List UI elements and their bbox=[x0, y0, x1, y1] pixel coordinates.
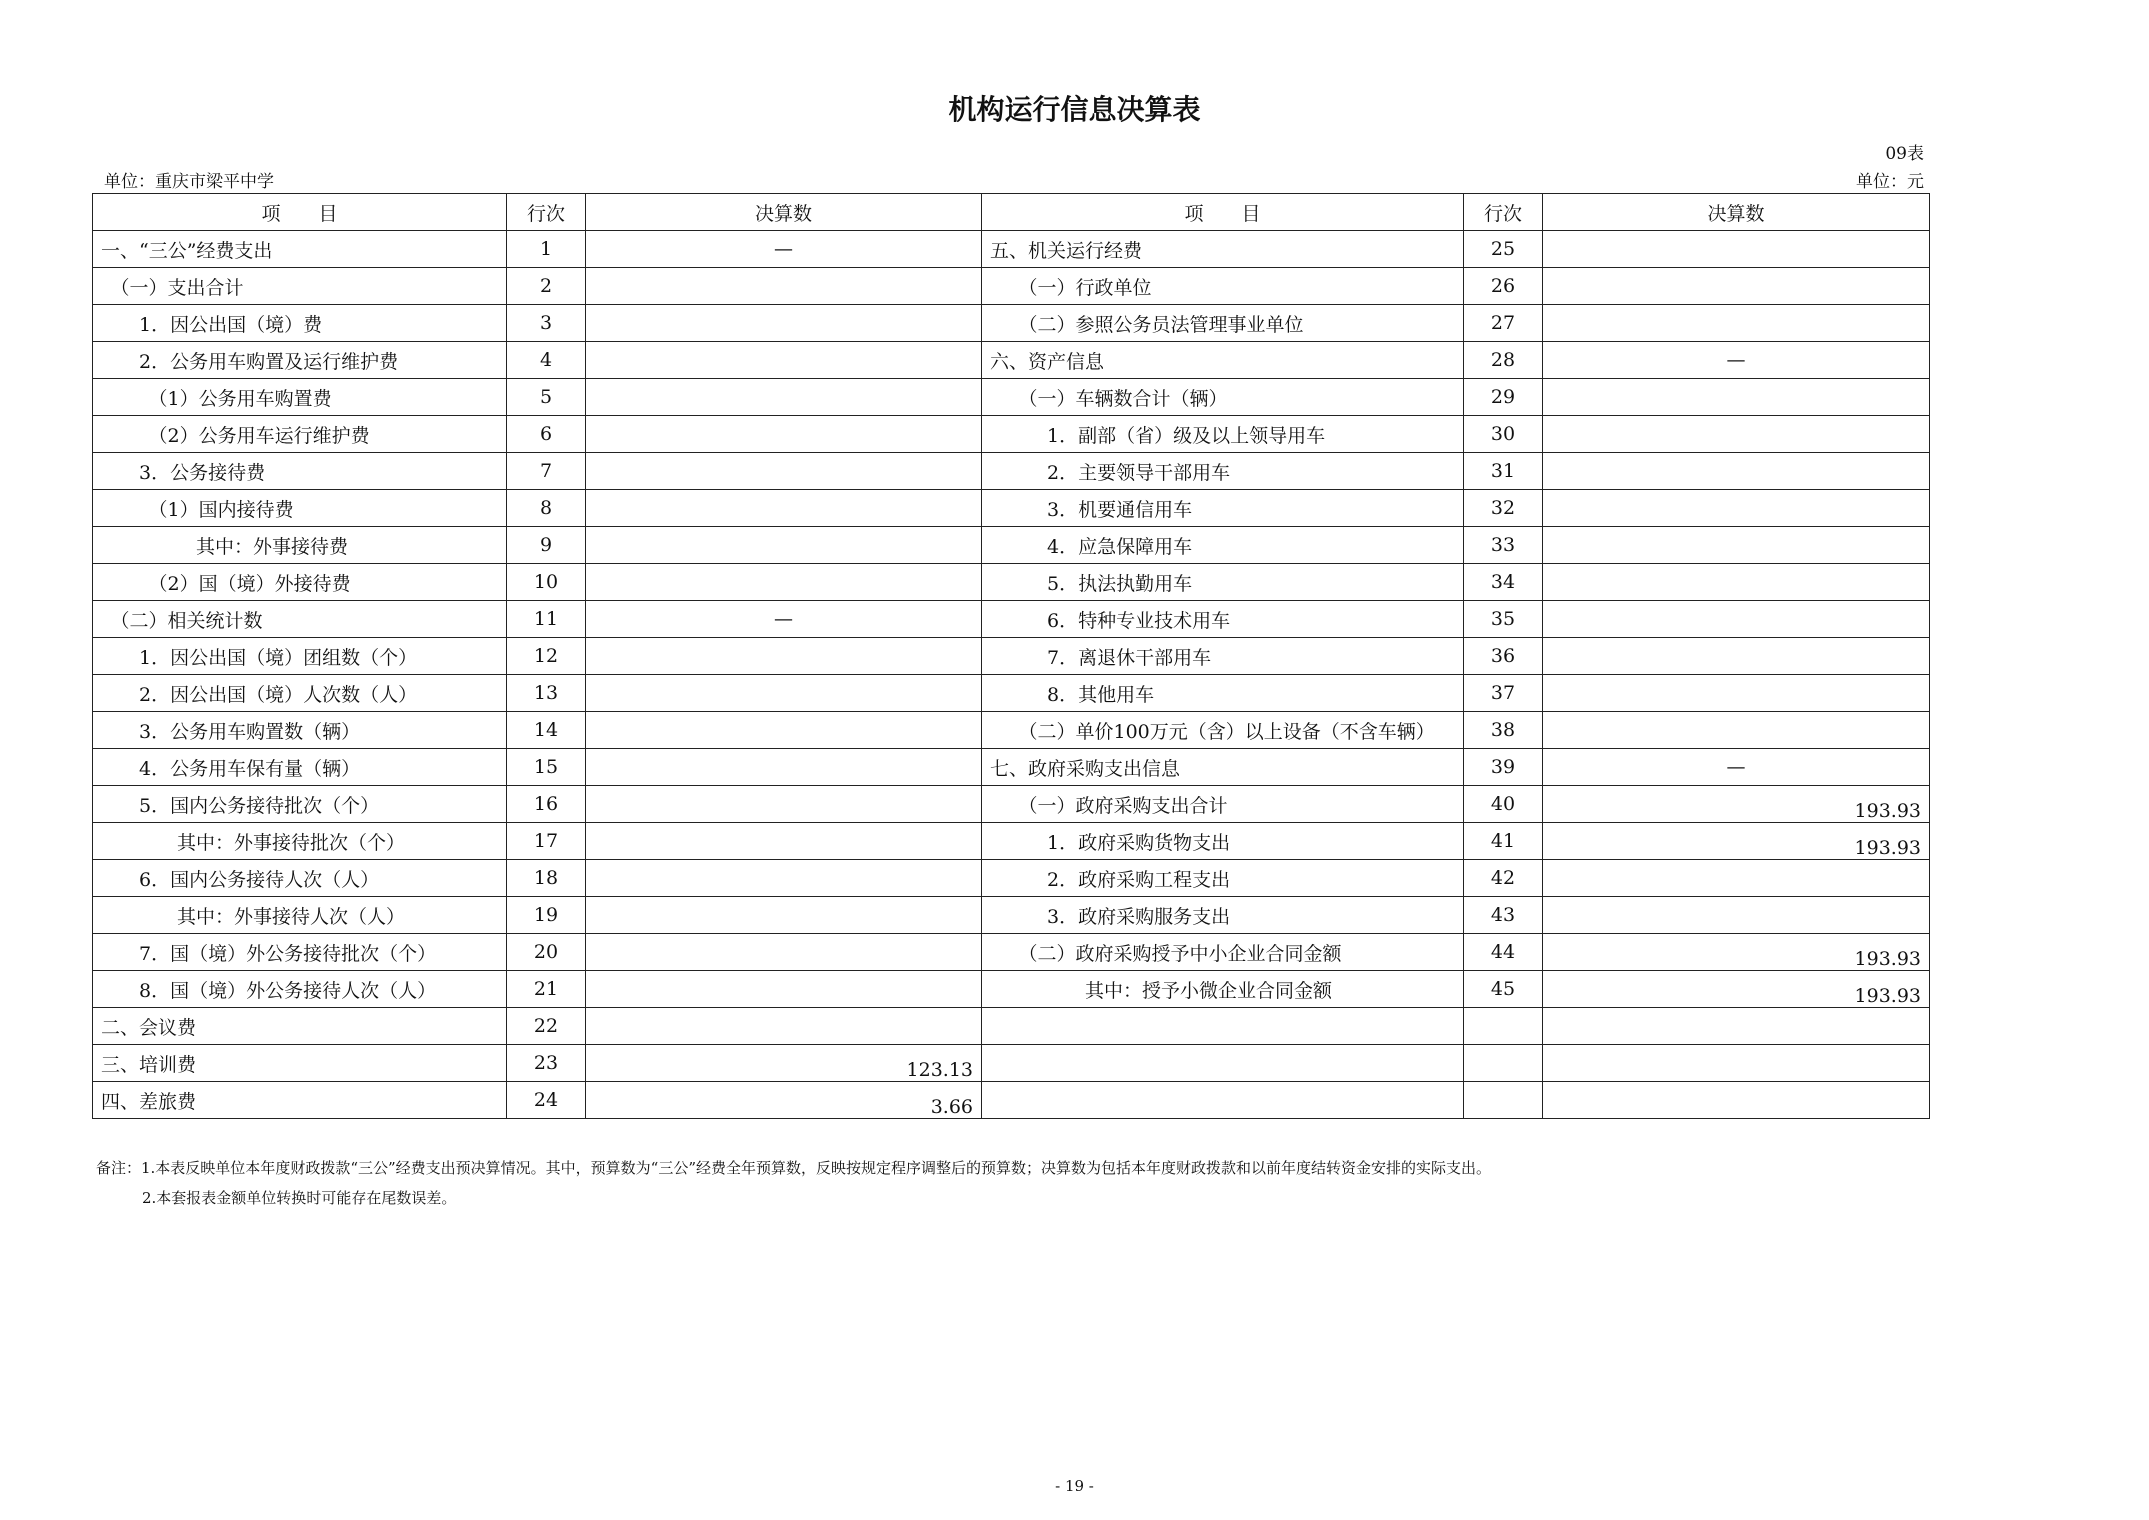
row-value-right bbox=[1543, 638, 1930, 675]
row-line-left: 10 bbox=[507, 564, 586, 601]
row-item-left: 2．公务用车购置及运行维护费 bbox=[93, 342, 507, 379]
row-item-right: 2．政府采购工程支出 bbox=[982, 860, 1464, 897]
row-line-left: 6 bbox=[507, 416, 586, 453]
row-value-left bbox=[586, 1008, 982, 1045]
table-number: 09表 bbox=[1885, 144, 1924, 164]
row-value-left bbox=[586, 453, 982, 490]
table-row bbox=[93, 786, 1930, 823]
row-value-right bbox=[1543, 1045, 1930, 1082]
table-row bbox=[93, 934, 1930, 971]
row-line-right: 25 bbox=[1464, 231, 1543, 268]
row-item-left: 6．国内公务接待人次（人） bbox=[93, 860, 507, 897]
row-line-right bbox=[1464, 1008, 1543, 1045]
row-line-right: 36 bbox=[1464, 638, 1543, 675]
table-row bbox=[93, 1082, 1930, 1119]
row-value-left: 3.66 bbox=[586, 1082, 982, 1119]
table-row bbox=[93, 601, 1930, 638]
row-value-left bbox=[586, 379, 982, 416]
header-value-left: 决算数 bbox=[586, 194, 982, 231]
row-item-left: 1．因公出国（境）费 bbox=[93, 305, 507, 342]
row-value-left bbox=[586, 564, 982, 601]
row-line-left: 17 bbox=[507, 823, 586, 860]
row-item-right: （二）参照公务员法管理事业单位 bbox=[982, 305, 1464, 342]
row-item-left: 8．国（境）外公务接待人次（人） bbox=[93, 971, 507, 1008]
row-item-left: 2．因公出国（境）人次数（人） bbox=[93, 675, 507, 712]
row-item-left: 其中：外事接待费 bbox=[93, 527, 507, 564]
row-value-right bbox=[1543, 527, 1930, 564]
row-value-right: 193.93 bbox=[1543, 971, 1930, 1008]
table-row bbox=[93, 675, 1930, 712]
table-row bbox=[93, 749, 1930, 786]
row-line-right: 26 bbox=[1464, 268, 1543, 305]
page-title: 机构运行信息决算表 bbox=[948, 93, 1201, 126]
unit-currency: 单位：元 bbox=[1856, 172, 1924, 192]
row-line-left: 18 bbox=[507, 860, 586, 897]
row-value-right: — bbox=[1543, 749, 1930, 786]
row-value-left bbox=[586, 971, 982, 1008]
table-row bbox=[93, 897, 1930, 934]
header-line-left: 行次 bbox=[507, 194, 586, 231]
row-item-right bbox=[982, 1082, 1464, 1119]
row-line-right: 34 bbox=[1464, 564, 1543, 601]
row-line-left: 11 bbox=[507, 601, 586, 638]
row-line-right: 45 bbox=[1464, 971, 1543, 1008]
row-item-right: 3．机要通信用车 bbox=[982, 490, 1464, 527]
note-2: 2.本套报表金额单位转换时可能存在尾数误差。 bbox=[142, 1189, 457, 1207]
row-value-right bbox=[1543, 231, 1930, 268]
report-table bbox=[92, 193, 1930, 1119]
row-item-left: （一）支出合计 bbox=[93, 268, 507, 305]
row-line-left: 12 bbox=[507, 638, 586, 675]
row-line-right: 28 bbox=[1464, 342, 1543, 379]
row-value-right bbox=[1543, 897, 1930, 934]
row-value-left bbox=[586, 786, 982, 823]
table-row bbox=[93, 231, 1930, 268]
row-value-left bbox=[586, 416, 982, 453]
row-value-right bbox=[1543, 490, 1930, 527]
header-item-left: 项 目 bbox=[93, 194, 507, 231]
row-item-right bbox=[982, 1045, 1464, 1082]
table-row bbox=[93, 638, 1930, 675]
row-item-left: 3．公务用车购置数（辆） bbox=[93, 712, 507, 749]
row-value-left bbox=[586, 860, 982, 897]
row-line-left: 13 bbox=[507, 675, 586, 712]
row-line-left: 3 bbox=[507, 305, 586, 342]
row-value-right bbox=[1543, 712, 1930, 749]
header-value-right: 决算数 bbox=[1543, 194, 1930, 231]
table-row bbox=[93, 453, 1930, 490]
table-row bbox=[93, 564, 1930, 601]
row-value-left bbox=[586, 268, 982, 305]
row-line-right: 41 bbox=[1464, 823, 1543, 860]
note-1: 备注：1.本表反映单位本年度财政拨款“三公”经费支出预决算情况。其中，预算数为“三公”经费全年预算数，反映按规定程序调整后的预算数；决算数为包括本年度财政拨款和以前年度结转资金安排的实际支出。 bbox=[96, 1159, 1491, 1177]
row-line-left: 24 bbox=[507, 1082, 586, 1119]
row-item-right bbox=[982, 1008, 1464, 1045]
row-line-right: 27 bbox=[1464, 305, 1543, 342]
row-value-left bbox=[586, 305, 982, 342]
row-item-right: 其中：授予小微企业合同金额 bbox=[982, 971, 1464, 1008]
row-line-right: 39 bbox=[1464, 749, 1543, 786]
table-row bbox=[93, 1008, 1930, 1045]
table-row bbox=[93, 268, 1930, 305]
row-line-left: 7 bbox=[507, 453, 586, 490]
row-item-right: 七、政府采购支出信息 bbox=[982, 749, 1464, 786]
row-value-right bbox=[1543, 860, 1930, 897]
row-value-left bbox=[586, 490, 982, 527]
row-item-left: 3．公务接待费 bbox=[93, 453, 507, 490]
row-item-right: 8．其他用车 bbox=[982, 675, 1464, 712]
row-item-right: （一）政府采购支出合计 bbox=[982, 786, 1464, 823]
row-line-left: 2 bbox=[507, 268, 586, 305]
row-line-left: 22 bbox=[507, 1008, 586, 1045]
notes bbox=[96, 1153, 1491, 1213]
row-value-right bbox=[1543, 305, 1930, 342]
row-item-right: 5．执法执勤用车 bbox=[982, 564, 1464, 601]
table-row bbox=[93, 712, 1930, 749]
row-value-left bbox=[586, 823, 982, 860]
row-line-right: 43 bbox=[1464, 897, 1543, 934]
table-row bbox=[93, 305, 1930, 342]
row-value-right: 193.93 bbox=[1543, 786, 1930, 823]
row-item-left: 二、会议费 bbox=[93, 1008, 507, 1045]
unit-organization: 单位：重庆市梁平中学 bbox=[104, 172, 274, 192]
row-line-right bbox=[1464, 1082, 1543, 1119]
row-item-left: 7．国（境）外公务接待批次（个） bbox=[93, 934, 507, 971]
table-row bbox=[93, 379, 1930, 416]
row-value-right bbox=[1543, 1082, 1930, 1119]
table-header-row bbox=[93, 194, 1930, 231]
row-item-right: （一）车辆数合计（辆） bbox=[982, 379, 1464, 416]
row-value-left bbox=[586, 934, 982, 971]
row-value-left bbox=[586, 342, 982, 379]
row-item-right: 2．主要领导干部用车 bbox=[982, 453, 1464, 490]
row-item-left: 5．国内公务接待批次（个） bbox=[93, 786, 507, 823]
row-item-left: 其中：外事接待批次（个） bbox=[93, 823, 507, 860]
row-value-right: — bbox=[1543, 342, 1930, 379]
row-item-right: 4．应急保障用车 bbox=[982, 527, 1464, 564]
row-item-left: （2）公务用车运行维护费 bbox=[93, 416, 507, 453]
row-line-left: 1 bbox=[507, 231, 586, 268]
row-item-left: （二）相关统计数 bbox=[93, 601, 507, 638]
page-number: - 19 - bbox=[1055, 1477, 1094, 1495]
row-item-right: 六、资产信息 bbox=[982, 342, 1464, 379]
row-item-left: 其中：外事接待人次（人） bbox=[93, 897, 507, 934]
row-value-left: — bbox=[586, 601, 982, 638]
table-row bbox=[93, 342, 1930, 379]
row-line-left: 9 bbox=[507, 527, 586, 564]
header-line-right: 行次 bbox=[1464, 194, 1543, 231]
row-value-right bbox=[1543, 564, 1930, 601]
table-row bbox=[93, 860, 1930, 897]
row-value-right: 193.93 bbox=[1543, 934, 1930, 971]
row-line-right bbox=[1464, 1045, 1543, 1082]
row-line-right: 42 bbox=[1464, 860, 1543, 897]
row-line-left: 14 bbox=[507, 712, 586, 749]
row-item-right: 6．特种专业技术用车 bbox=[982, 601, 1464, 638]
row-line-right: 30 bbox=[1464, 416, 1543, 453]
row-item-right: 五、机关运行经费 bbox=[982, 231, 1464, 268]
row-line-right: 33 bbox=[1464, 527, 1543, 564]
row-item-right: 1．副部（省）级及以上领导用车 bbox=[982, 416, 1464, 453]
row-line-left: 15 bbox=[507, 749, 586, 786]
row-value-left bbox=[586, 712, 982, 749]
row-line-left: 4 bbox=[507, 342, 586, 379]
row-value-left bbox=[586, 897, 982, 934]
row-value-left bbox=[586, 638, 982, 675]
table-row bbox=[93, 971, 1930, 1008]
row-item-right: （二）单价100万元（含）以上设备（不含车辆） bbox=[982, 712, 1464, 749]
row-value-left: 123.13 bbox=[586, 1045, 982, 1082]
table-row bbox=[93, 527, 1930, 564]
row-item-left: 三、培训费 bbox=[93, 1045, 507, 1082]
row-item-right: 3．政府采购服务支出 bbox=[982, 897, 1464, 934]
row-line-left: 21 bbox=[507, 971, 586, 1008]
row-line-right: 31 bbox=[1464, 453, 1543, 490]
row-line-right: 40 bbox=[1464, 786, 1543, 823]
row-value-right bbox=[1543, 453, 1930, 490]
row-value-left bbox=[586, 749, 982, 786]
row-line-left: 20 bbox=[507, 934, 586, 971]
row-line-right: 38 bbox=[1464, 712, 1543, 749]
row-line-right: 37 bbox=[1464, 675, 1543, 712]
row-item-right: 7．离退休干部用车 bbox=[982, 638, 1464, 675]
row-line-left: 8 bbox=[507, 490, 586, 527]
row-value-right bbox=[1543, 675, 1930, 712]
row-item-left: 一、“三公”经费支出 bbox=[93, 231, 507, 268]
table-row bbox=[93, 416, 1930, 453]
row-value-left bbox=[586, 675, 982, 712]
row-item-right: （二）政府采购授予中小企业合同金额 bbox=[982, 934, 1464, 971]
row-line-right: 35 bbox=[1464, 601, 1543, 638]
row-line-left: 5 bbox=[507, 379, 586, 416]
row-value-right bbox=[1543, 268, 1930, 305]
table-row bbox=[93, 490, 1930, 527]
row-line-left: 23 bbox=[507, 1045, 586, 1082]
row-item-left: （1）公务用车购置费 bbox=[93, 379, 507, 416]
row-value-right: 193.93 bbox=[1543, 823, 1930, 860]
row-item-left: 四、差旅费 bbox=[93, 1082, 507, 1119]
row-value-right bbox=[1543, 416, 1930, 453]
row-line-right: 29 bbox=[1464, 379, 1543, 416]
table-row bbox=[93, 1045, 1930, 1082]
row-line-left: 16 bbox=[507, 786, 586, 823]
row-item-left: （2）国（境）外接待费 bbox=[93, 564, 507, 601]
row-value-right bbox=[1543, 1008, 1930, 1045]
row-line-right: 32 bbox=[1464, 490, 1543, 527]
row-item-right: （一）行政单位 bbox=[982, 268, 1464, 305]
table-row bbox=[93, 823, 1930, 860]
row-value-right bbox=[1543, 601, 1930, 638]
row-line-left: 19 bbox=[507, 897, 586, 934]
row-item-left: （1）国内接待费 bbox=[93, 490, 507, 527]
row-value-left bbox=[586, 527, 982, 564]
row-item-right: 1．政府采购货物支出 bbox=[982, 823, 1464, 860]
row-value-left: — bbox=[586, 231, 982, 268]
row-item-left: 4．公务用车保有量（辆） bbox=[93, 749, 507, 786]
row-line-right: 44 bbox=[1464, 934, 1543, 971]
row-value-right bbox=[1543, 379, 1930, 416]
row-item-left: 1．因公出国（境）团组数（个） bbox=[93, 638, 507, 675]
header-item-right: 项 目 bbox=[982, 194, 1464, 231]
